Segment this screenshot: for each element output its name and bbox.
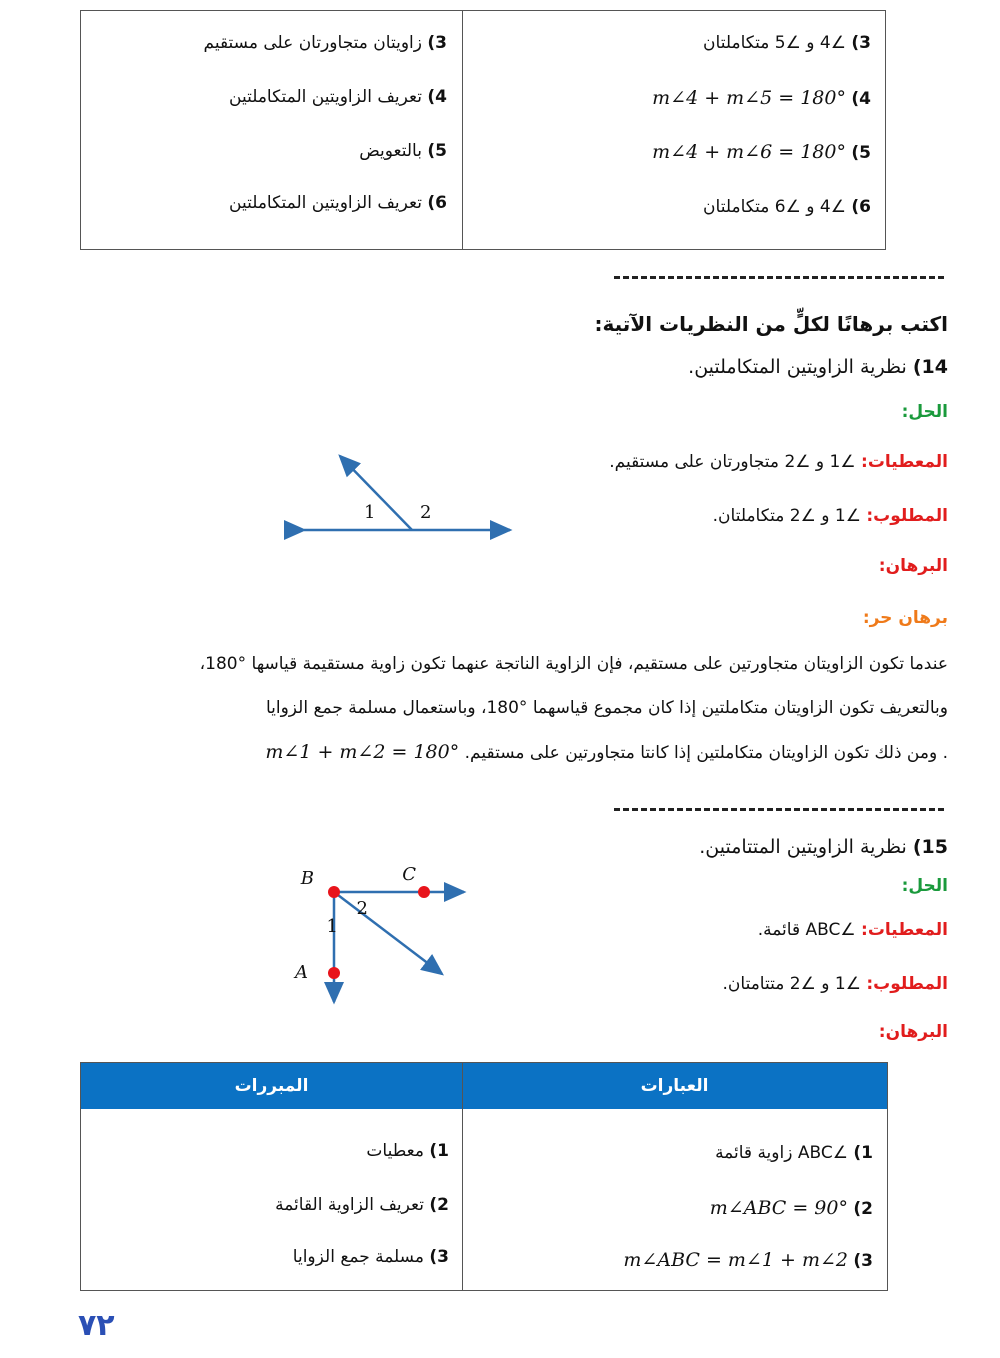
linear-pair-figure: [292, 448, 522, 548]
problem-15-title: 15) نظرية الزاويتين المتتامتين.: [699, 836, 948, 858]
paragraph-line: . ومن ذلك تكون الزاويتان متكاملتين إذا كانتا متجاورتين على مستقيم. m∠1 + m∠2 = 180°: [265, 741, 948, 763]
solution-label: الحل:: [901, 402, 948, 422]
table-divider: [462, 1063, 463, 1290]
given-line: المعطيات: ∠1 و ∠2 متجاورتان على مستقيم.: [609, 452, 948, 472]
problem-14-title: 14) نظرية الزاويتين المتكاملتين.: [688, 356, 948, 378]
statement-row: 3) m∠ABC = m∠1 + m∠2: [623, 1249, 873, 1271]
required-line: المطلوب: ∠1 و ∠2 متكاملتان.: [712, 506, 948, 526]
angle-1-label: 1: [326, 916, 338, 937]
required-line: المطلوب: ∠1 و ∠2 متتامتان.: [722, 974, 948, 994]
dashed-separator: [614, 276, 944, 279]
free-proof-label: برهان حر:: [862, 608, 948, 628]
label-c: C: [402, 864, 416, 885]
reason-row: 3) زاويتان متجاورتان على مستقيم: [203, 33, 447, 53]
angle-2-label: 2: [356, 898, 368, 919]
page-number: ٧٢: [78, 1308, 115, 1343]
statement-row: 3) ∠4 و ∠5 متكاملتان: [703, 33, 871, 53]
label-b: B: [300, 868, 314, 889]
right-angle-figure: [295, 862, 480, 1012]
statement-row: 2) m∠ABC = 90°: [709, 1197, 873, 1219]
proof-paragraph: [22, 642, 948, 775]
angle-1-label: 1: [364, 502, 376, 523]
proof-table: [80, 1062, 888, 1291]
point-b: [328, 886, 340, 898]
solution-label: الحل:: [901, 876, 948, 896]
reason-row: 5) بالتعويض: [359, 141, 447, 161]
paragraph-line: وبالتعريف تكون الزاويتان متكاملتين إذا كان مجموع قياسهما °180، وباستعمال مسلمة جمع الزوايا: [265, 698, 948, 718]
label-a: A: [295, 962, 308, 983]
proof-label: البرهان:: [878, 556, 948, 576]
reasons-header: المبررات: [234, 1076, 309, 1096]
statement-row: 1) ∠ABC زاوية قائمة: [715, 1143, 873, 1163]
instructions-heading: اكتب برهانًا لكلٍّ من النظريات الآتية:: [594, 312, 948, 336]
dashed-separator: [614, 808, 944, 811]
point-c: [418, 886, 430, 898]
proof-table-continued: [80, 10, 886, 250]
paragraph-line: عندما تكون الزاويتان متجاورتين على مستقيم، فإن الزاوية الناتجة عنهما تكون زاوية مستقيمة قياسها °180،: [199, 654, 948, 674]
reason-row: 1) معطيات: [366, 1141, 449, 1161]
reason-row: 4) تعريف الزاويتين المتكاملتين: [229, 87, 447, 107]
table-divider: [462, 11, 463, 249]
reason-row: 3) مسلمة جمع الزوايا: [292, 1247, 449, 1267]
statements-header: العبارات: [640, 1076, 709, 1096]
statement-row: 6) ∠4 و ∠6 متكاملتان: [703, 197, 871, 217]
reason-row: 2) تعريف الزاوية القائمة: [275, 1195, 449, 1215]
point-a: [328, 967, 340, 979]
statement-row: 4) m∠4 + m∠5 = 180°: [652, 87, 871, 109]
statement-row: 5) m∠4 + m∠6 = 180°: [652, 141, 871, 163]
ray: [340, 456, 412, 530]
diagonal-ray: [334, 892, 442, 974]
given-line: المعطيات: ∠ABC قائمة.: [757, 920, 948, 940]
reason-row: 6) تعريف الزاويتين المتكاملتين: [229, 193, 447, 213]
proof-label: البرهان:: [878, 1022, 948, 1042]
angle-2-label: 2: [420, 502, 432, 523]
